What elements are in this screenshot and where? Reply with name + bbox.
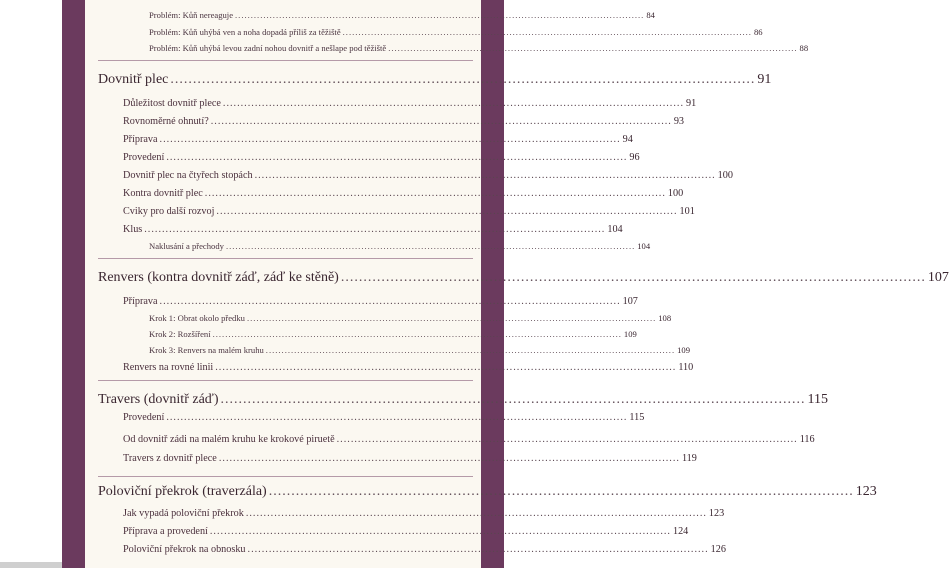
dot-leader: .................................................................................................................................. [159, 134, 621, 145]
dot-leader: .................................................................................................................................. [144, 224, 606, 235]
section-divider [98, 60, 473, 61]
dot-leader: .................................................................................................................................. [166, 412, 628, 423]
toc-entry[interactable]: Problém: Kůň uhýbá levou zadní nohou dovnitř a nešlape pod těžiště .................................................................................................................................. 88 [149, 43, 809, 53]
dot-leader: .................................................................................................................................. [220, 392, 806, 407]
section-divider [98, 258, 473, 259]
toc-entry[interactable]: Krok 2: Rozšíření .................................................................................................................................. 109 [149, 329, 637, 339]
dot-leader: .................................................................................................................................. [265, 345, 676, 355]
dot-leader: .................................................................................................................................. [336, 434, 798, 445]
toc-entry[interactable]: Důležitost dovnitř plece .................................................................................................................................. 91 [123, 98, 697, 109]
section-divider [98, 476, 473, 477]
dot-leader: .................................................................................................................................. [340, 270, 926, 285]
toc-entry[interactable]: Krok 1: Obrat okolo předku .................................................................................................................................. 108 [149, 313, 672, 323]
toc-entry[interactable]: Rovnoměrné ohnutí? .................................................................................................................................. 93 [123, 116, 685, 127]
toc-chapter[interactable]: Dovnitř plec .................................................................................................................................. 91 [98, 72, 772, 87]
section-divider [98, 380, 473, 381]
dot-leader: .................................................................................................................................. [254, 170, 716, 181]
dot-leader: .................................................................................................................................. [246, 313, 657, 323]
toc-entry[interactable]: Poloviční překrok na obnosku .................................................................................................................................. 126 [123, 544, 726, 555]
dot-leader: .................................................................................................................................. [268, 484, 854, 499]
dot-leader: .................................................................................................................................. [159, 296, 621, 307]
toc-chapter[interactable]: Travers (dovnitř záď) .................................................................................................................................. 115 [98, 392, 828, 407]
dot-leader: .................................................................................................................................. [245, 508, 707, 519]
bottom-edge-strip [0, 562, 62, 568]
dot-leader: .................................................................................................................................. [247, 544, 709, 555]
dot-leader: .................................................................................................................................. [170, 72, 756, 87]
toc-page [85, 0, 949, 568]
toc-entry[interactable]: Problém: Kůň nereaguje .................................................................................................................................. 84 [149, 10, 655, 20]
dot-leader: .................................................................................................................................. [218, 453, 680, 464]
toc-entry[interactable]: Provedení .................................................................................................................................. 96 [123, 152, 640, 163]
toc-chapter[interactable]: Poloviční překrok (traverzála) .................................................................................................................................. 123 [98, 484, 877, 499]
dot-leader: .................................................................................................................................. [225, 241, 636, 251]
toc-entry[interactable]: Od dovnitř zádi na malém kruhu ke krokové piruetě .................................................................................................................................. 116 [123, 434, 815, 445]
toc-entry[interactable]: Příprava .................................................................................................................................. 107 [123, 296, 638, 307]
dot-leader: .................................................................................................................................. [209, 526, 671, 537]
dot-leader: .................................................................................................................................. [210, 116, 672, 127]
left-page-border [62, 0, 85, 568]
toc-entry[interactable]: Cviky pro další rozvoj .................................................................................................................................. 101 [123, 206, 695, 217]
toc-entry[interactable]: Renvers na rovné linii .................................................................................................................................. 110 [123, 362, 694, 373]
dot-leader: .................................................................................................................................. [204, 188, 666, 199]
toc-entry[interactable]: Klus .................................................................................................................................. 104 [123, 224, 623, 235]
toc-entry[interactable]: Dovnitř plec na čtyřech stopách .................................................................................................................................. 100 [123, 170, 733, 181]
dot-leader: .................................................................................................................................. [216, 206, 678, 217]
toc-entry[interactable]: Příprava .................................................................................................................................. 94 [123, 134, 633, 145]
toc-entry[interactable]: Travers z dovnitř plece .................................................................................................................................. 119 [123, 453, 697, 464]
dot-leader: .................................................................................................................................. [212, 329, 622, 339]
toc-entry[interactable]: Problém: Kůň uhýbá ven a noha dopadá příliš za těžiště .................................................................................................................................. 86 [149, 27, 763, 37]
dot-leader: .................................................................................................................................. [166, 152, 628, 163]
toc-entry[interactable]: Jak vypadá poloviční překrok .................................................................................................................................. 123 [123, 508, 725, 519]
toc-entry[interactable]: Příprava a provedení .................................................................................................................................. 124 [123, 526, 689, 537]
toc-entry[interactable]: Krok 3: Renvers na malém kruhu .................................................................................................................................. 109 [149, 345, 690, 355]
toc-entry[interactable]: Kontra dovnitř plec .................................................................................................................................. 100 [123, 188, 684, 199]
toc-entry[interactable]: Naklusání a přechody .................................................................................................................................. 104 [149, 241, 651, 251]
dot-leader: .................................................................................................................................. [342, 27, 752, 37]
dot-leader: .................................................................................................................................. [235, 10, 645, 20]
toc-chapter[interactable]: Renvers (kontra dovnitř záď, záď ke stěně) .................................................................................................................................. 107 [98, 270, 949, 285]
dot-leader: .................................................................................................................................. [215, 362, 677, 373]
dot-leader: .................................................................................................................................. [222, 98, 684, 109]
dot-leader: .................................................................................................................................. [388, 43, 798, 53]
toc-entry[interactable]: Provedení .................................................................................................................................. 115 [123, 412, 645, 423]
